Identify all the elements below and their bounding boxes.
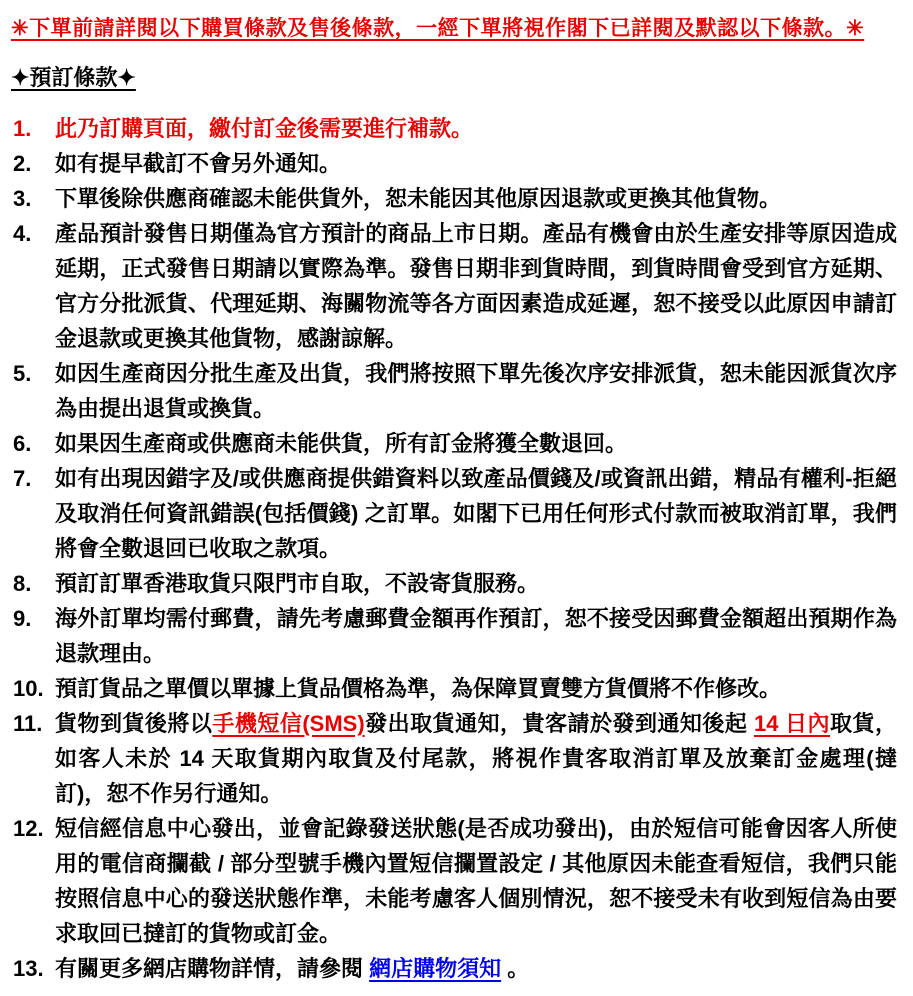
section-title-row [6, 64, 897, 92]
store-shopping-notice-link[interactable]: 網店購物須知 [369, 956, 502, 981]
term-text-segment: 如因生產商因分批生產及出貨，我們將按照下單先後次序安排派貨，恕未能因派貨次序為由提出退貨或換貨。 [55, 361, 897, 421]
term-text-segment: 此乃訂購頁面，繳付訂金後需要進行補款。 [55, 116, 474, 141]
term-number: 6. [13, 431, 32, 456]
term-number: 9. [13, 606, 32, 631]
term-text-segment: 如果因生產商或供應商未能供貨，所有訂金將獲全數退回。 [55, 431, 628, 456]
term-text-segment: 海外訂單均需付郵費，請先考慮郵費金額再作預訂，恕不接受因郵費金額超出預期作為退款理由。 [55, 606, 897, 666]
term-text [55, 951, 897, 986]
term-text [55, 146, 897, 181]
term-text-segment: 如有提早截訂不會另外通知。 [55, 151, 342, 176]
term-text-segment: 貨物到貨後將以 [55, 711, 213, 736]
highlighted-red-text: 手機短信(SMS) [212, 711, 365, 736]
term-text [55, 181, 897, 216]
term-text-segment: 發出取貨通知，貴客請於發到通知後起 [364, 711, 754, 736]
term-number: 2. [13, 151, 32, 176]
term-item [6, 146, 897, 181]
term-number: 12. [13, 816, 44, 841]
term-text-segment: 如有出現因錯字及/或供應商提供錯資料以致產品價錢及/或資訊出錯，精品有權利-拒絕及取消任何資訊錯誤(包括價錢) 之訂單。如閣下已用任何形式付款而被取消訂單，我們將會全數退回已收取之款項。 [55, 466, 897, 561]
term-item [6, 111, 897, 146]
term-item [6, 671, 897, 706]
term-item [6, 601, 897, 671]
term-text-segment: 有關更多網店購物詳情，請參閱 [55, 956, 370, 981]
term-text [55, 111, 897, 146]
term-text [55, 426, 897, 461]
term-text-segment: 產品預計發售日期僅為官方預計的商品上市日期。產品有機會由於生產安排等原因造成延期，正式發售日期請以實際為準。發售日期非到貨時間，到貨時間會受到官方延期、官方分批派貨、代理延期、海關物流等各方面因素造成延遲，恕不接受以此原因申請訂金退款或更換其他貨物，感謝諒解。 [55, 221, 897, 351]
term-text [55, 356, 897, 426]
term-item [6, 811, 897, 951]
term-item [6, 706, 897, 811]
term-number: 13. [13, 956, 44, 981]
term-item [6, 566, 897, 601]
term-text-segment: 下單後除供應商確認未能供貨外，恕未能因其他原因退款或更換其他貨物。 [55, 186, 782, 211]
term-number: 10. [13, 676, 44, 701]
term-number: 5. [13, 361, 32, 386]
term-text [55, 601, 897, 671]
term-text [55, 811, 897, 951]
term-text-segment: 短信經信息中心發出，並會記錄發送狀態(是否成功發出)，由於短信可能會因客人所使用的電信商攔截 / 部分型號手機內置短信攔置設定 / 其他原因未能查看短信，我們只能按照信息中心的發送狀態作準，未能考慮客人個別情況，恕不接受未有收到短信為由要求取回已撻訂的貨物或訂金。 [55, 816, 897, 946]
term-number: 7. [13, 466, 32, 491]
term-text-segment: 。 [501, 956, 530, 981]
term-item [6, 951, 897, 986]
purchase-notice-banner: ✳下單前請詳閱以下購買條款及售後條款，一經下單將視作閣下已詳閱及默認以下條款。✳ [11, 17, 865, 40]
term-text [55, 671, 897, 706]
term-number: 11. [13, 711, 43, 736]
term-item [6, 426, 897, 461]
term-item [6, 461, 897, 566]
term-text-segment: 取貨，如客人未於 14 天取貨期內取貨及付尾款，將視作貴客取消訂單及放棄訂金處理(撻訂)，恕不作另行通知。 [55, 711, 897, 806]
term-text [55, 566, 897, 601]
term-text-segment: 預訂貨品之單價以單據上貨品價格為準，為保障買賣雙方貨價將不作修改。 [55, 676, 782, 701]
term-number: 3. [13, 186, 32, 211]
term-item [6, 216, 897, 356]
term-text [55, 706, 897, 811]
term-text [55, 461, 897, 566]
term-text-segment: 預訂訂單香港取貨只限門市自取，不設寄貨服務。 [55, 571, 540, 596]
term-item [6, 356, 897, 426]
section-title: ✦預訂條款✦ [11, 65, 136, 90]
term-number: 8. [13, 571, 32, 596]
terms-list [6, 111, 897, 986]
highlighted-red-text: 14 日內 [753, 711, 831, 736]
term-text [55, 216, 897, 356]
term-item [6, 181, 897, 216]
term-number: 4. [13, 221, 32, 246]
term-number: 1. [13, 116, 32, 141]
